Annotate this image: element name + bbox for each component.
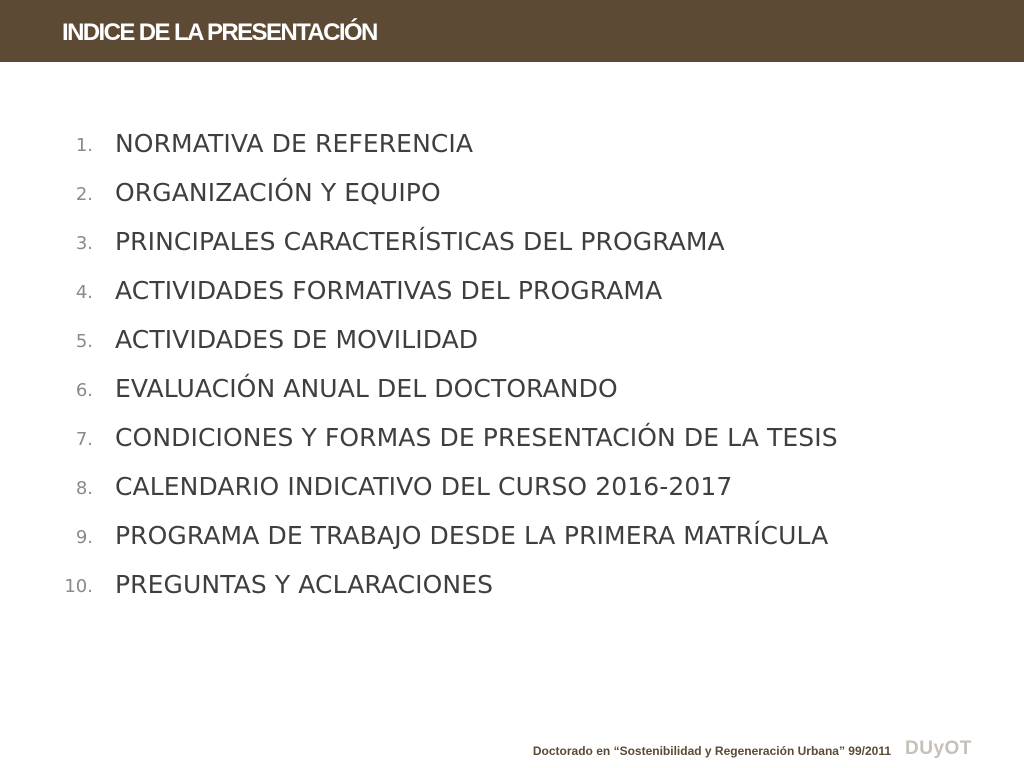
- item-number: 3.: [75, 233, 93, 254]
- list-item: [0, 468, 1024, 517]
- item-number: 10.: [64, 576, 93, 597]
- item-text: EVALUACIÓN ANUAL DEL DOCTORANDO: [115, 374, 618, 403]
- footer-caption: Doctorado en “Sostenibilidad y Regeneración Urbana” 99/2011: [532, 744, 891, 758]
- list-item: [0, 517, 1024, 566]
- item-number: 9.: [75, 527, 93, 548]
- item-number: 2.: [75, 184, 93, 205]
- item-number: 7.: [75, 429, 93, 450]
- list-item: [0, 370, 1024, 419]
- item-text: ORGANIZACIÓN Y EQUIPO: [115, 178, 441, 207]
- duyot-logo: DUyOT: [905, 738, 972, 759]
- list-item: [0, 272, 1024, 321]
- item-number: 6.: [75, 380, 93, 401]
- list-item: [0, 419, 1024, 468]
- item-text: ACTIVIDADES FORMATIVAS DEL PROGRAMA: [115, 276, 663, 305]
- item-number: 1.: [75, 135, 93, 156]
- header-bar: [0, 0, 1024, 62]
- item-text: ACTIVIDADES DE MOVILIDAD: [115, 325, 479, 354]
- item-number: 5.: [75, 331, 93, 352]
- list-item: [0, 223, 1024, 272]
- item-text: PROGRAMA DE TRABAJO DESDE LA PRIMERA MATRÍCULA: [115, 521, 829, 550]
- item-text: CONDICIONES Y FORMAS DE PRESENTACIÓN DE LA TESIS: [115, 423, 838, 452]
- slide-title: INDICE DE LA PRESENTACIÓN: [62, 19, 377, 46]
- item-number: 8.: [75, 478, 93, 499]
- item-text: NORMATIVA DE REFERENCIA: [115, 129, 474, 158]
- list-item: [0, 174, 1024, 223]
- list-item: [0, 321, 1024, 370]
- item-text: CALENDARIO INDICATIVO DEL CURSO 2016-2017: [115, 472, 733, 501]
- list-item: [0, 125, 1024, 174]
- list-item: [0, 566, 1024, 615]
- item-text: PRINCIPALES CARACTERÍSTICAS DEL PROGRAMA: [115, 227, 725, 256]
- agenda-list: [0, 125, 1024, 615]
- item-text: PREGUNTAS Y ACLARACIONES: [115, 570, 494, 599]
- item-number: 4.: [75, 282, 93, 303]
